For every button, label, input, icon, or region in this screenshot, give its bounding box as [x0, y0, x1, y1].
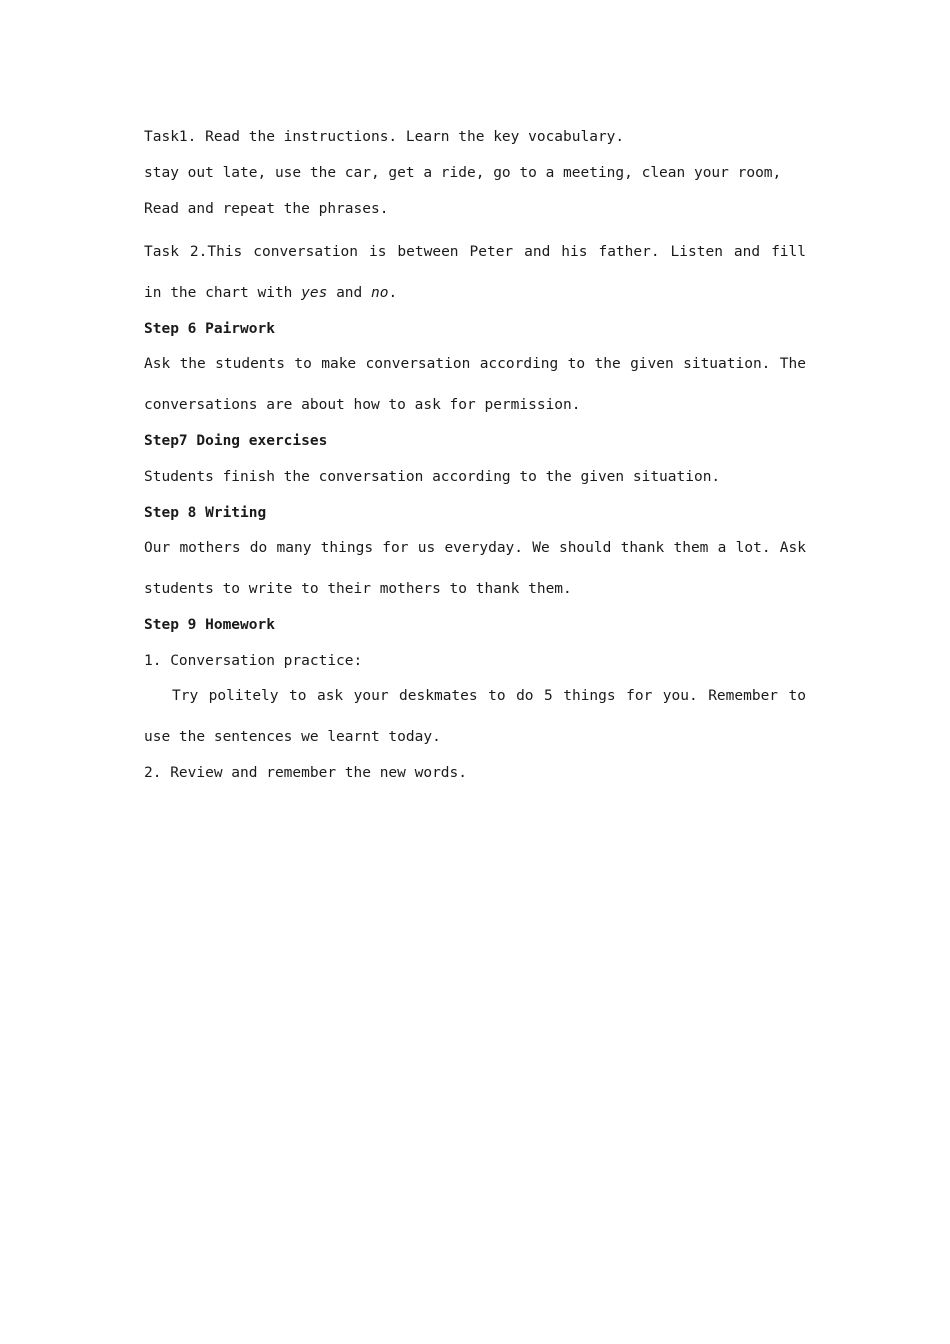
phrases-line: stay out late, use the car, get a ride, go to a meeting, clean your room,	[144, 165, 782, 181]
task2-yes-word: yes	[301, 285, 328, 301]
step8-heading: Step 8 Writing	[144, 505, 267, 521]
step7-body: Students finish the conversation according to the given situation.	[144, 469, 721, 485]
step9-item1: 1. Conversation practice:	[144, 653, 363, 669]
task1-line: Task1. Read the instructions. Learn the key vocabulary.	[144, 129, 625, 145]
step6-heading: Step 6 Pairwork	[144, 321, 275, 337]
step7-heading: Step7 Doing exercises	[144, 433, 328, 449]
task2-end: .	[388, 285, 398, 301]
step9-item1-detail: Try politely to ask your deskmates to do 5 things for you. Remember to use the sentences we learnt today.	[144, 688, 806, 745]
repeat-line: Read and repeat the phrases.	[144, 201, 389, 217]
step9-item2: 2. Review and remember the new words.	[144, 765, 468, 781]
step8-body: Our mothers do many things for us everyday. We should thank them a lot. Ask students to write to their mothers to thank them.	[144, 540, 806, 597]
step9-heading: Step 9 Homework	[144, 617, 275, 633]
step6-body: Ask the students to make conversation according to the given situation. The conversations are about how to ask for permission.	[144, 356, 806, 413]
task2-text: Task 2.This conversation is between Peter and his father. Listen and fill in the chart with	[144, 244, 806, 301]
task2-and-word: and	[327, 285, 371, 301]
task2-no-word: no	[371, 285, 389, 301]
task2-paragraph	[144, 232, 806, 314]
document-body	[144, 124, 806, 796]
